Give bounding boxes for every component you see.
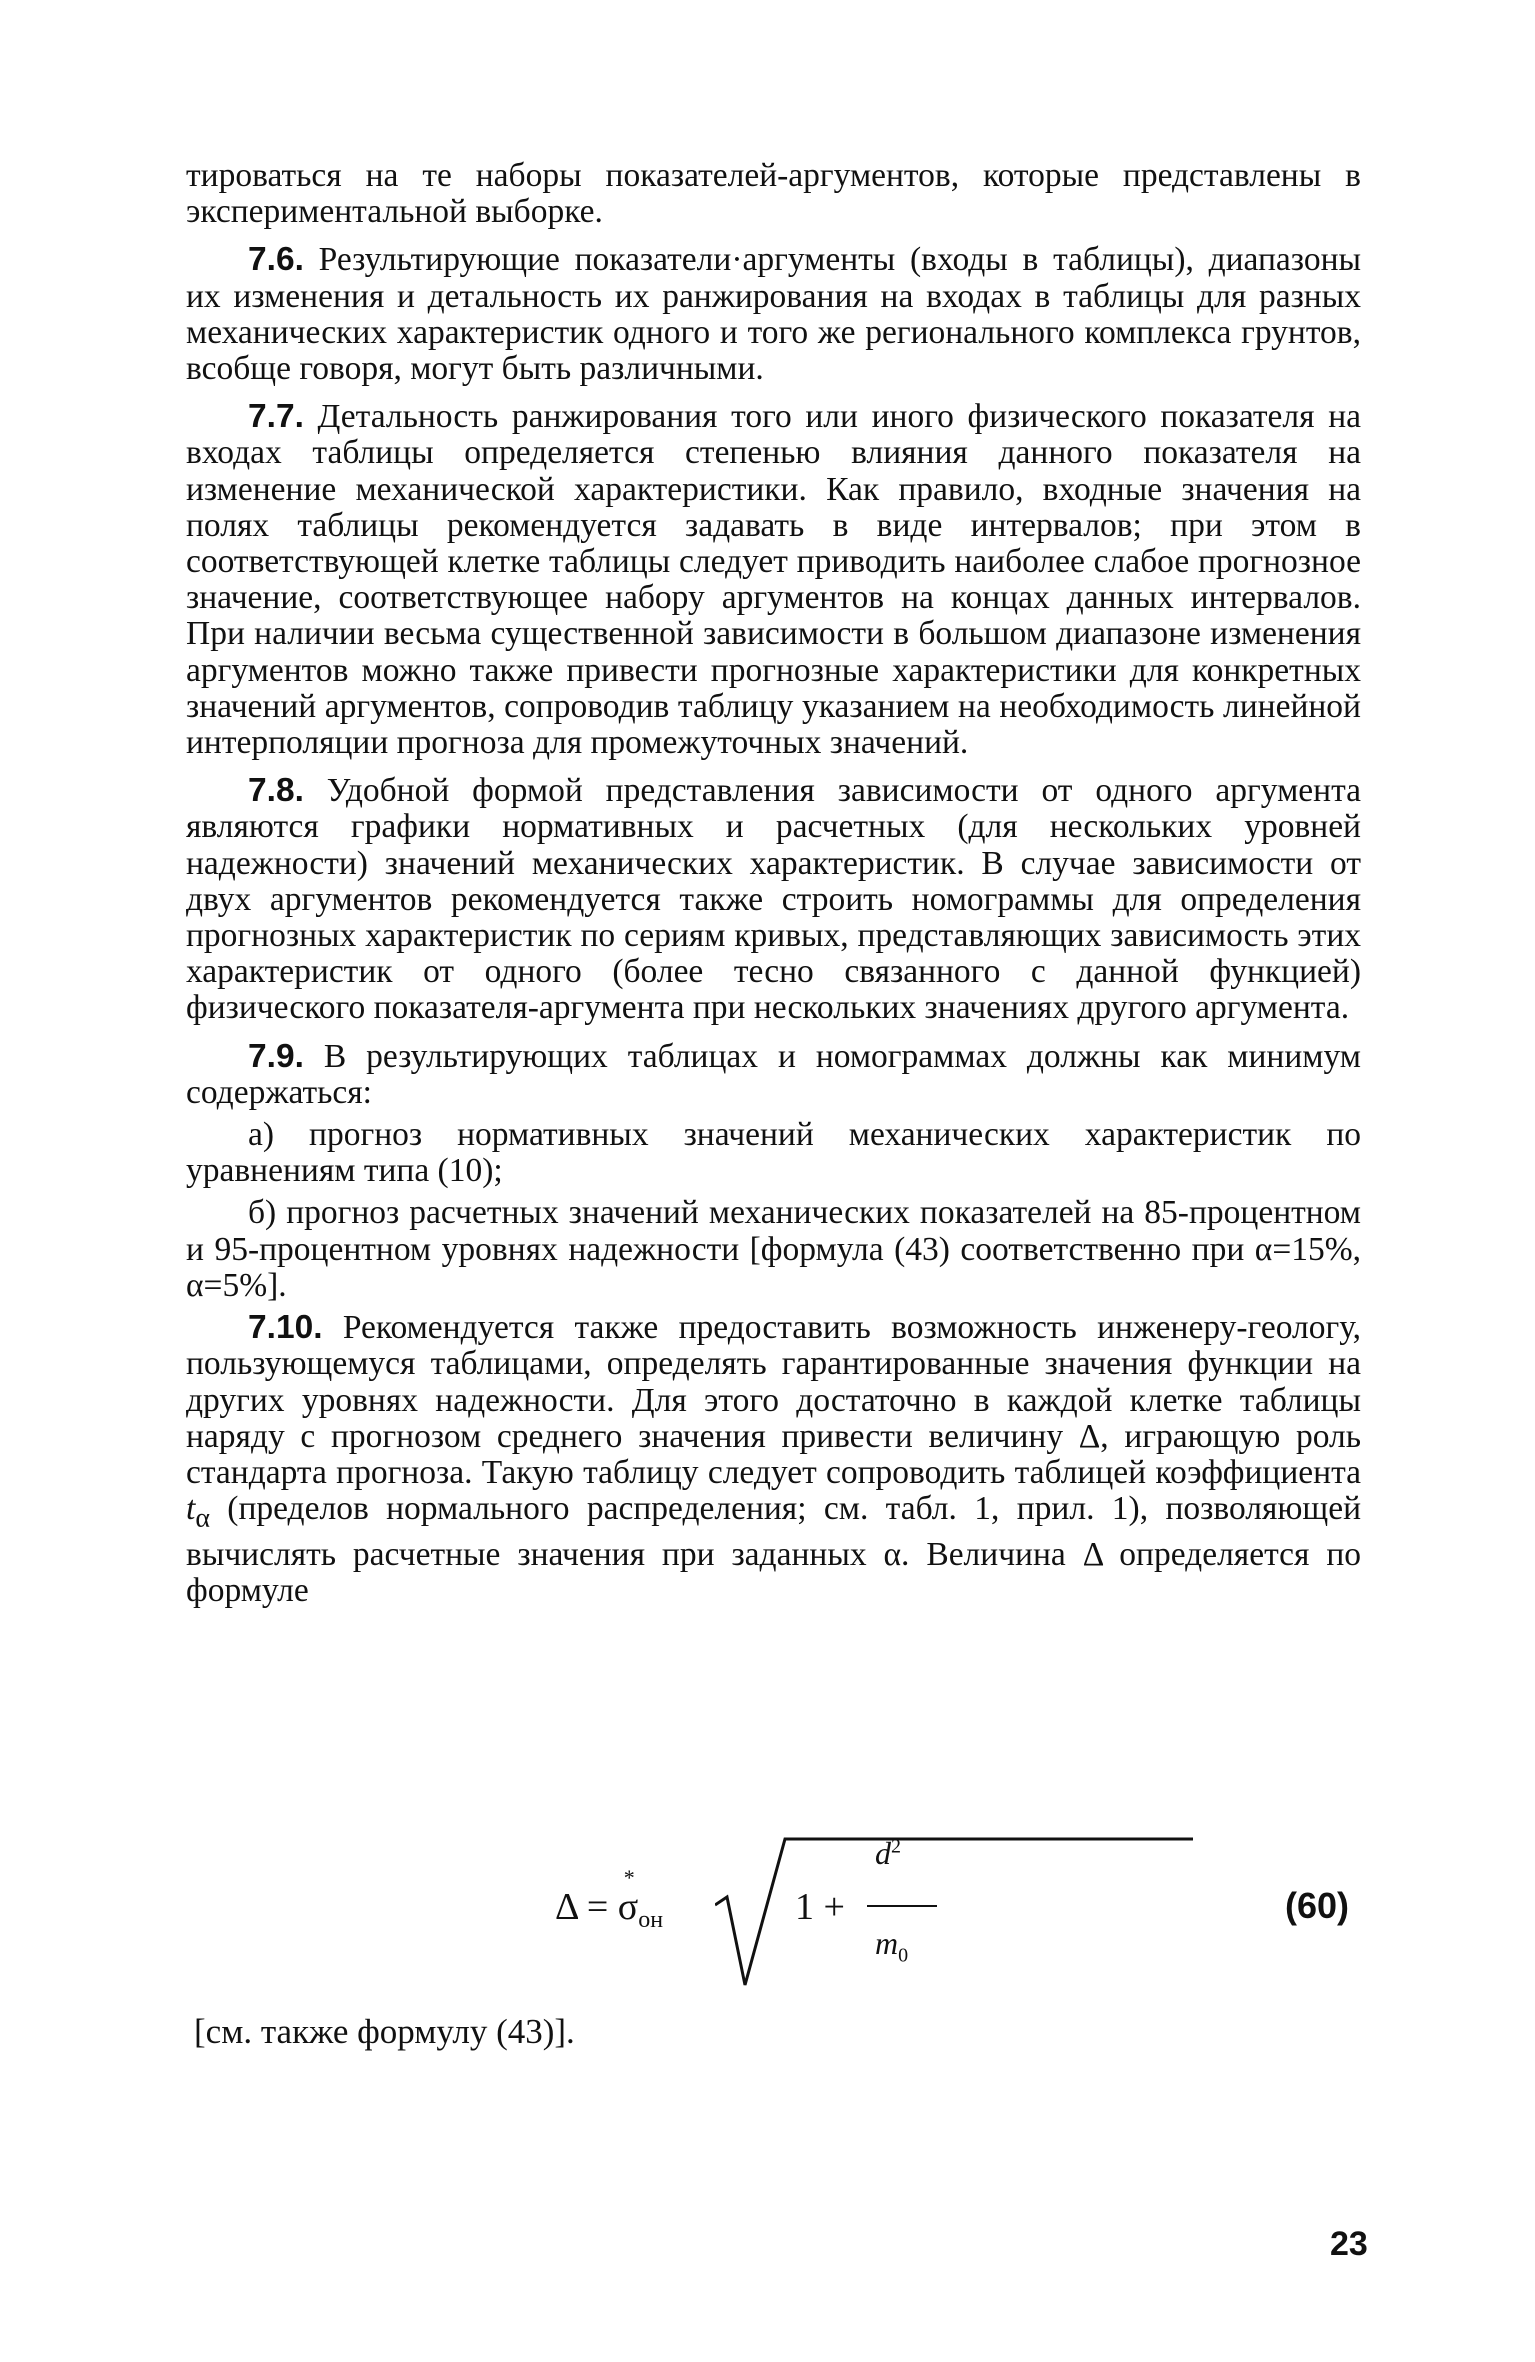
formula-sigma-subscript: он: [638, 1907, 664, 1933]
formula-number: (60): [1285, 1885, 1350, 1926]
fraction-bar: [867, 1905, 937, 1907]
section-number: 7.7.: [248, 398, 304, 436]
formula-hat: *: [623, 1865, 635, 1890]
formula-lhs: [555, 1865, 664, 1934]
square-root-sign: [715, 1835, 1195, 1995]
formula-m-subscript: 0: [898, 1944, 909, 1967]
section-number: 7.6.: [248, 241, 304, 279]
section-number: 7.9.: [248, 1037, 304, 1075]
paragraph-text: Результирующие показатели·аргументы (входы в таблицы), диапазоны их изменения и детальность их ранжирования на входах в таблицы для разных механических характеристик одного и того же регионального комплекса грунтов, всобще говоря, могут быть различными.: [186, 241, 1362, 388]
paragraph-text: Рекомендуется также предоставить возможность инженеру-геологу, пользующемуся таблицами, определять гарантированные значения функции на других уровнях надежности. Для этого достаточно в каждой клетке таблицы наряду с прогнозом среднего значения привести величину Δ, играющую роль стандарта прогноза. Такую таблицу следует сопроводить таблицей коэффициента: [186, 1309, 1361, 1491]
section-number: 7.10.: [248, 1309, 323, 1347]
paragraph-7-7: [186, 399, 1361, 761]
paragraph-continuation: тироваться на те наборы показателей-аргументов, которые представлены в экспериментальной выборке.: [186, 157, 1361, 231]
formula-d-power: 2: [891, 1835, 901, 1858]
paragraph-7-10: [186, 1310, 1361, 1609]
section-number: 7.8.: [248, 772, 304, 810]
formula-60: [555, 1835, 1375, 1995]
formula-numerator: [875, 1835, 901, 1872]
paragraph-text: Детальность ранжирования того или иного физического показателя на входах таблицы определяется степенью влияния данного показателя на изменение механической характеристики. Как правило, входные значения на полях таблицы рекомендуется задавать в виде интервалов; при этом в соответствующей клетке таблицы следует приводить наиболее слабое прогнозное значение, соответствующее набору аргументов на концах данных интервалов. При наличии весьма существенной зависимости в большом диапазоне изменения аргументов можно также привести прогнозные характеристики для конкретных значений аргументов, сопроводив таблицу указанием на необходимость линейной интерполяции прогноза для промежуточных значений.: [186, 398, 1361, 762]
paragraph-text-end: (пределов нормального распределения; см. табл. 1, прил. 1), позволяющей вычислять расчетные значения при заданных α. Величина Δ определяется по формуле: [186, 1490, 1361, 1610]
formula-delta: Δ =: [555, 1886, 618, 1928]
coefficient-alpha: α: [195, 1502, 210, 1534]
paragraph-text: В результирующих таблицах и номограммах должны как минимум содержаться:: [186, 1037, 1361, 1111]
formula-d: d: [875, 1835, 891, 1871]
paragraph-7-8: [186, 773, 1361, 1026]
formula-sigma-symbol: σ: [617, 1886, 639, 1928]
coefficient-t: t: [186, 1490, 196, 1528]
list-item-b: б) прогноз расчетных значений механических показателей на 85-процентном и 95-процентном уровнях надежности [формула (43) соответственно при α=15%, α=5%].: [186, 1194, 1361, 1304]
paragraph-text: Удобной формой представления зависимости от одного аргумента являются графики нормативных и расчетных (для нескольких уровней надежности) значений механических характеристик. В случае зависимости от двух аргументов рекомендуется также строить номограммы для определения прогнозных характеристик по сериям кривых, представляющих зависимость этих характеристик от одного (более тесно связанного с данной функцией) физического показателя-аргумента при нескольких значениях другого аргумента.: [186, 772, 1361, 1027]
page-number: 23: [1330, 2225, 1368, 2263]
formula-m: m: [875, 1925, 899, 1961]
formula-denominator: [875, 1925, 908, 1967]
list-item-a: а) прогноз нормативных значений механических характеристик по уравнениям типа (10);: [186, 1116, 1361, 1190]
paragraph-7-6: [186, 242, 1361, 387]
paragraph-7-9: [186, 1039, 1361, 1111]
formula-one-plus: 1 +: [795, 1886, 845, 1928]
body-text: [186, 158, 1361, 1621]
formula-sigma: [617, 1865, 639, 1929]
formula-reference-note: [см. также формулу (43)].: [194, 2012, 575, 2051]
